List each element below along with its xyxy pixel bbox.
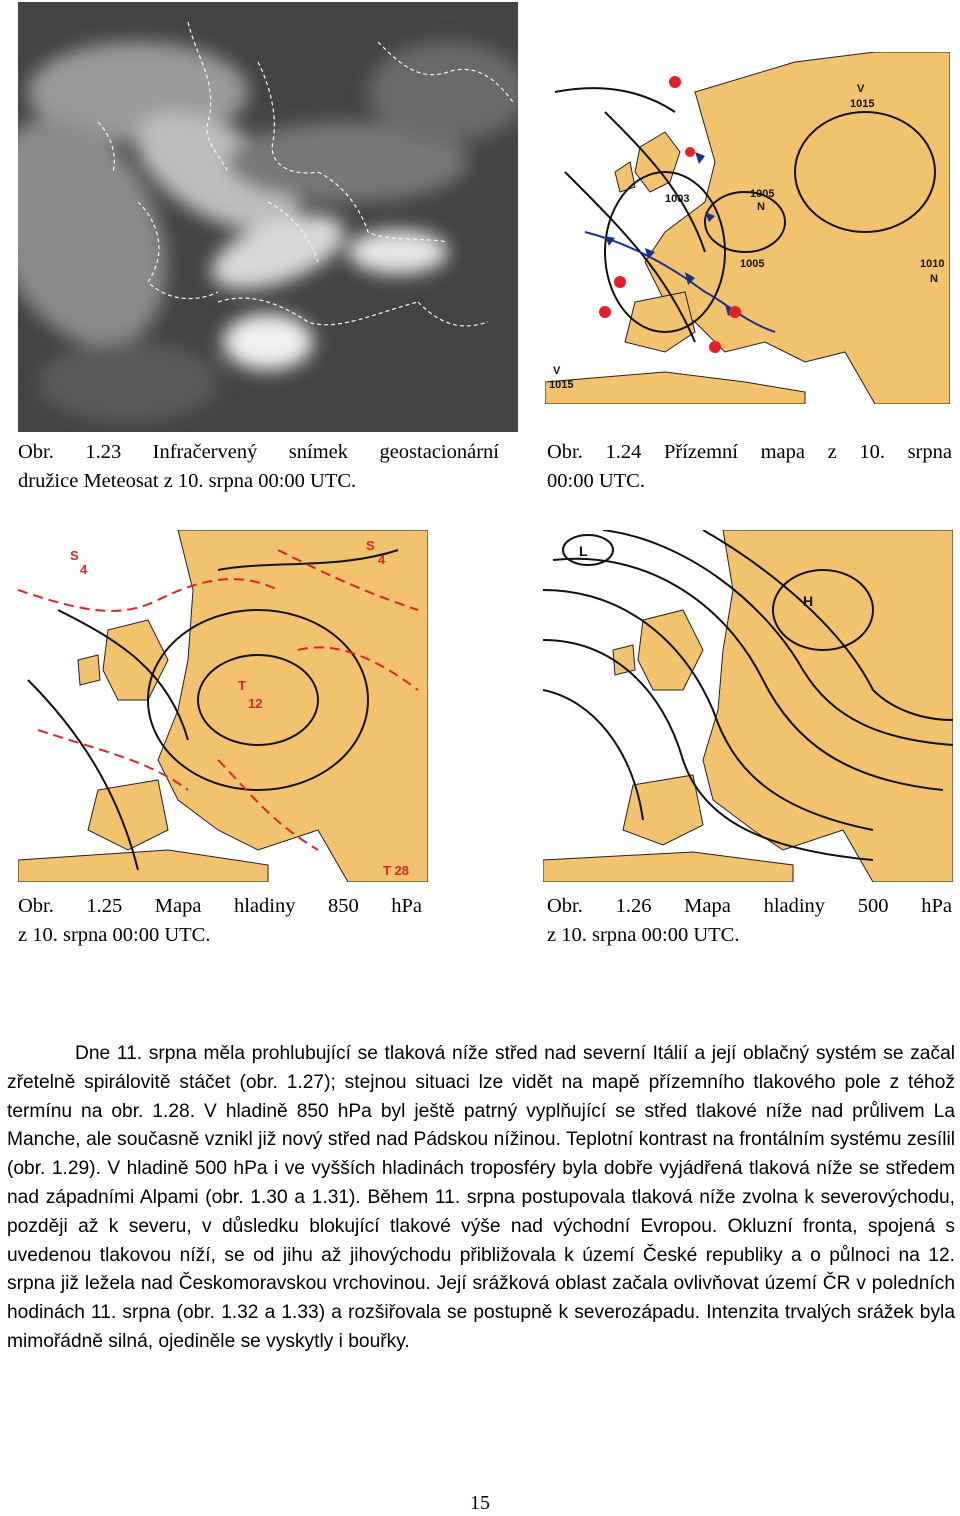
map-label-cold-ne: S [366, 538, 375, 553]
map-label-warm-se: T 28 [383, 863, 410, 878]
map-label-low-value-3: 1003 [665, 193, 690, 205]
surface-map [545, 52, 950, 404]
map-label-low: N [757, 201, 765, 213]
map-label-cold-ne-value: 4 [378, 552, 386, 567]
map-500hpa [543, 530, 953, 882]
map-label-low-value: 1005 [750, 188, 775, 200]
figure-caption-1-24: Obr. 1.24 Přízemní mapa z 10. srpna 00:00 UTC. [547, 441, 952, 492]
map-label-high: V [857, 83, 865, 95]
map-label-low-nw: L [579, 543, 588, 559]
map-label-sw-value: 1015 [549, 379, 574, 391]
map-label-east: N [930, 273, 938, 285]
figure-caption-1-26: Obr. 1.26 Mapa hladiny 500 hPa z 10. srpna 00:00 UTC. [547, 895, 952, 946]
map-label-cold-w-value: 4 [80, 562, 88, 577]
paragraph-text: Dne 11. srpna měla prohlubující se tlaková níže střed nad severní Itálií a její oblačný systém se začal zřetelně spirálovitě stáčet (obr. 1.27); stejnou situaci lze vidět na mapě přízemního tlakového pole z téhož termínu na obr. 1.28. V hladině 850 hPa byl ještě patrný vyplňující se střed tlakové níže nad průlivem La Manche, ale současně vznikl již nový střed nad Pádskou nížinou. Teplotní kontrast na frontálním systému zesílil (obr. 1.29). V hladině 500 hPa i ve vyšších hladinách troposféry byla dobře vyjádřená tlaková níže se středem nad západními Alpami (obr. 1.30 a 1.31). Během 11. srpna postupovala tlaková níže zvolna k severovýchodu, později až k severu, v důsledku blokující tlakové výše nad východní Evropou. Okluzní fronta, spojená s uvedenou tlakovou níží, se od jihu až jihovýchodu přibližovala k území České republiky a o půlnoci na 12. srpna již ležela nad Českomoravskou vrchovinou. Její srážková oblast začala ovlivňovat území ČR v poledních hodinách 11. srpna (obr. 1.32 a 1.33) a rozšiřovala se postupně k severozápadu. Intenzita trvalých srážek byla mimořádně silná, ojediněle se vyskytly i bouřky. [7, 1043, 955, 1352]
map-label-east-value: 1010 [920, 258, 945, 270]
body-paragraph [7, 1040, 955, 1357]
figure-caption-1-23: Obr. 1.23 Infračervený snímek geostacionární družice Meteosat z 10. srpna 00:00 UTC. [18, 441, 499, 492]
map-850hpa [18, 530, 428, 882]
map-label-low-value-2: 1005 [740, 258, 765, 270]
map-label-sw-high: V [553, 365, 561, 377]
map-label-warm: T [238, 678, 246, 693]
map-label-warm-value: 12 [248, 696, 263, 711]
map-label-cold-w: S [70, 548, 79, 563]
satellite-image [18, 2, 518, 432]
map-label-high-ne: H [803, 593, 814, 609]
page-number: 15 [470, 1492, 490, 1514]
map-label-high-value: 1015 [850, 98, 875, 110]
figure-caption-1-25: Obr. 1.25 Mapa hladiny 850 hPa z 10. srpna 00:00 UTC. [18, 895, 422, 946]
